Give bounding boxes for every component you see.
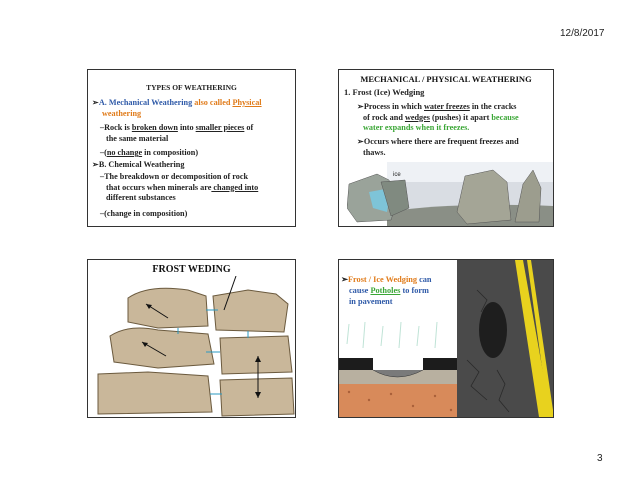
b-sub1-line2-pre: that occurs when minerals are bbox=[106, 182, 212, 192]
physical-term: Physical bbox=[232, 98, 262, 107]
header-date: 12/8/2017 bbox=[560, 28, 605, 39]
p1-line2-post: (pushes) it apart bbox=[429, 112, 492, 122]
slide-title: MECHANICAL / PHYSICAL WEATHERING bbox=[360, 74, 532, 84]
ice-label: ice bbox=[393, 172, 401, 178]
slide-title: FROST WEDING bbox=[152, 264, 231, 275]
p2-line2: thaws. bbox=[363, 147, 386, 157]
b-sub1-line3: different substances bbox=[106, 193, 176, 202]
water-freezes-term: water freezes bbox=[424, 102, 470, 111]
sub-bullet-change: –(change in composition) bbox=[100, 209, 188, 218]
slide-mechanical-weathering bbox=[338, 69, 554, 227]
pothole-caption bbox=[341, 274, 456, 307]
slide-title: TYPES OF WEATHERING bbox=[146, 83, 237, 92]
sub2-rest: in composition) bbox=[142, 148, 199, 157]
slide-potholes bbox=[338, 259, 554, 418]
broken-down-term: broken down bbox=[131, 123, 178, 132]
p1-pre: Process in which bbox=[363, 102, 424, 111]
weathering-term: weathering bbox=[102, 108, 142, 118]
wedges-term: wedges bbox=[404, 112, 430, 122]
bullet-chemical bbox=[92, 160, 184, 171]
arrow-bullet-icon: ➢ bbox=[92, 98, 99, 107]
no-change-term: no change bbox=[106, 148, 143, 157]
arrow-bullet-icon: ➢ bbox=[357, 137, 364, 146]
to-form-text: to form bbox=[400, 286, 429, 295]
arrow-bullet-icon: ➢ bbox=[92, 160, 99, 169]
b-sub1-line1: The breakdown or decomposition of rock bbox=[104, 172, 249, 181]
also-called-text: also called bbox=[194, 98, 233, 107]
chemical-label: B. Chemical Weathering bbox=[98, 160, 185, 169]
sub-bullet-breakdown: –The breakdown or decomposition of rock that occurs when minerals are changed into different substances bbox=[100, 172, 259, 202]
b-sub1-line2-post: changed into bbox=[211, 182, 259, 192]
slide-types-of-weathering bbox=[87, 69, 296, 227]
arrow-bullet-icon: ➢ bbox=[357, 102, 364, 111]
sub1-line2: the same material bbox=[106, 133, 169, 143]
smaller-pieces-term: smaller pieces bbox=[195, 123, 245, 132]
frost-ice-wedging-term: Frost / Ice Wedging bbox=[347, 275, 418, 284]
cause-text: cause bbox=[349, 286, 371, 295]
frost-wedged-rocks-photo bbox=[347, 162, 553, 226]
sub1-pre: Rock is bbox=[104, 123, 132, 132]
pothole-formation-diagram bbox=[339, 318, 457, 417]
arrow-bullet-icon: ➢ bbox=[341, 275, 348, 284]
b-sub2: (change in composition) bbox=[104, 209, 188, 218]
p1-line3: water expands when it freezes. bbox=[363, 123, 470, 132]
because-text: because bbox=[491, 112, 519, 122]
p1-mid: in the cracks bbox=[469, 102, 517, 111]
page-number: 3 bbox=[597, 453, 603, 464]
in-pavement-text: in pavement bbox=[349, 297, 393, 306]
pothole-road-photo bbox=[457, 260, 553, 417]
potholes-term: Potholes bbox=[370, 286, 401, 295]
sub-bullet-no-change: –(no change in composition) bbox=[100, 148, 199, 157]
sub-bullet-rock: –Rock is broken down into smaller pieces of the same material bbox=[100, 123, 254, 143]
frost-wedging-diagram bbox=[88, 276, 295, 417]
slide-frost-weding bbox=[87, 259, 296, 418]
bullet-mechanical bbox=[92, 98, 292, 119]
bullet-process bbox=[357, 102, 551, 134]
mechanical-label: A. Mechanical Weathering bbox=[98, 98, 195, 107]
p2-line1: Occurs where there are frequent freezes and bbox=[363, 137, 519, 146]
p1-line2-pre: of rock and bbox=[363, 112, 405, 122]
sub1-into: into bbox=[177, 123, 196, 132]
sub1-post: of bbox=[244, 123, 254, 132]
paren-open: ( bbox=[104, 148, 107, 157]
bullet-occurs bbox=[357, 137, 551, 158]
can-text: can bbox=[417, 275, 432, 284]
frost-wedging-heading: 1. Frost (Ice) Wedging bbox=[344, 87, 425, 97]
